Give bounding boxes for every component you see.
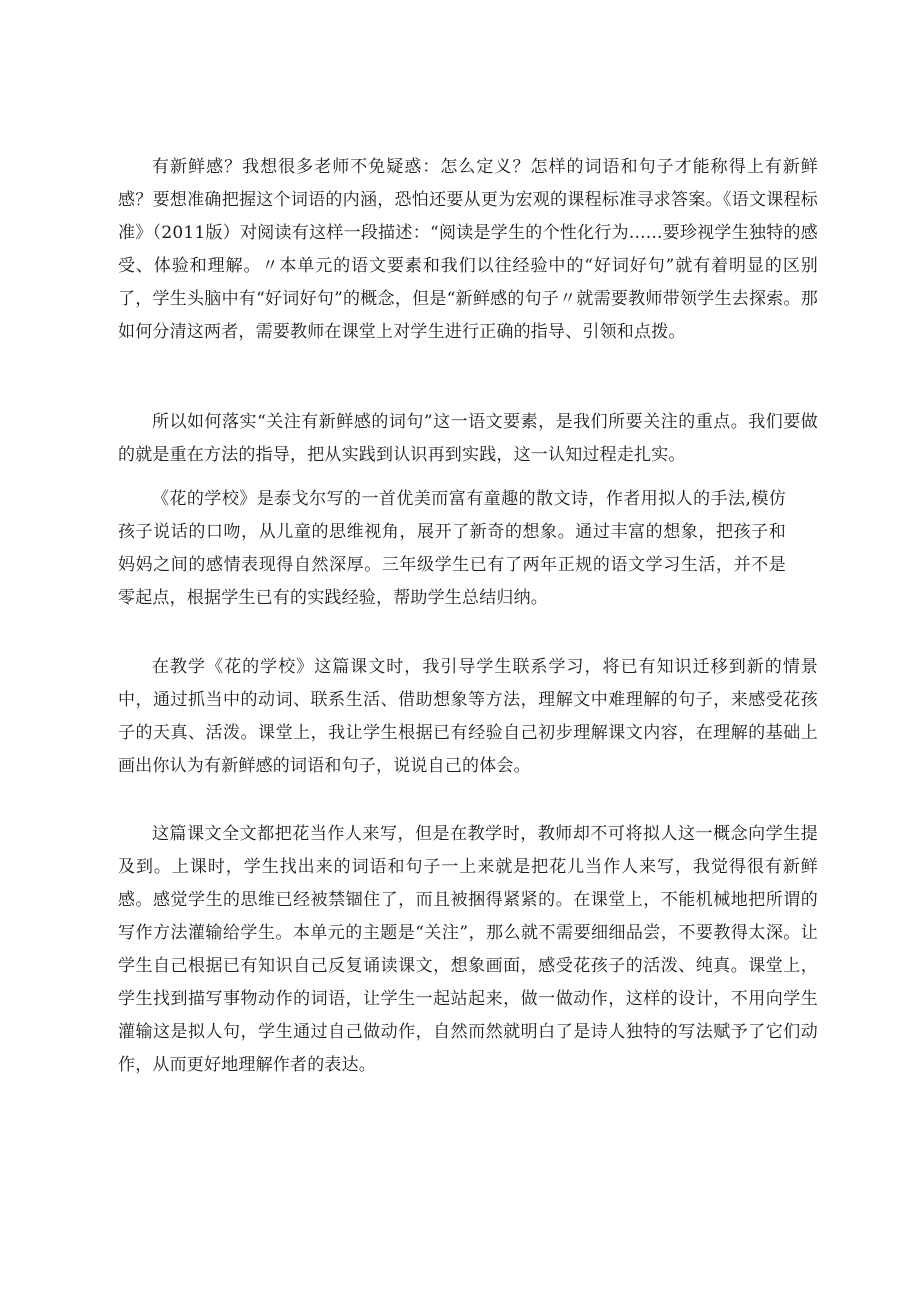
paragraph-2: 所以如何落实“关注有新鲜感的词句”这一语文要素，是我们所要关注的重点。我们要做的就是重在方法的指导，把从实践到认识再到实践，这一认知过程走扎实。 [118, 412, 818, 465]
paragraph-5: 这篇课文全文都把花当作人来写，但是在教学时，教师却不可将拟人这一概念向学生提及到。上课时，学生找出来的词语和句子一上来就是把花儿当作人来写，我觉得很有新鲜感。感觉学生的思维已经被禁锢住了，而且被捆得紧紧的。在课堂上，不能机械地把所谓的写作方法灌输给学生。本单元的主题是“关注”，那么就不需要细细品尝，不要教得太深。让学生自己根据已有知识自己反复诵读课文，想象画面，感受花孩子的活泼、纯真。课堂上，学生找到描写事物动作的词语，让学生一起站起来，做一做动作，这样的设计，不用向学生灌输这是拟人句，学生通过自己做动作，自然而然就明白了是诗人独特的写法赋予了它们动作，从而更好地理解作者的表达。 [118, 824, 818, 1075]
paragraph-3: 《花的学校》是泰戈尔写的一首优美而富有童趣的散文诗，作者用拟人的手法,模仿孩子说话的口吻，从儿童的思维视角，展开了新奇的想象。通过丰富的想象，把孩子和妈妈之间的感情表现得自然深厚。三年级学生已有了两年正规的语文学习生活，并不是零起点，根据学生已有的实践经验，帮助学生总结归纳。 [118, 489, 786, 608]
paragraph-1: 有新鲜感？我想很多老师不免疑惑：怎么定义？怎样的词语和句子才能称得上有新鲜感？要想准确把握这个词语的内涵，恐怕还要从更为宏观的课程标准寻求答案。《语文课程标准》（2011版）对阅读有这样一段描述：“阅读是学生的个性化行为......要珍视学生独特的感受、体验和理解。〃本单元的语文要素和我们以往经验中的“好词好句”就有着明显的区别了，学生头脑中有“好词好句”的概念，但是“新鲜感的句子〃就需要教师带领学生去探索。那如何分清这两者，需要教师在课堂上对学生进行正确的指导、引领和点拨。 [118, 157, 818, 342]
paragraph-4: 在教学《花的学校》这篇课文时，我引导学生联系学习，将已有知识迁移到新的情景中，通过抓当中的动词、联系生活、借助想象等方法，理解文中难理解的句子，来感受花孩子的天真、活泼。课堂上，我让学生根据已有经验自己初步理解课文内容，在理解的基础上画出你认为有新鲜感的词语和句子，说说自己的体会。 [118, 657, 818, 776]
